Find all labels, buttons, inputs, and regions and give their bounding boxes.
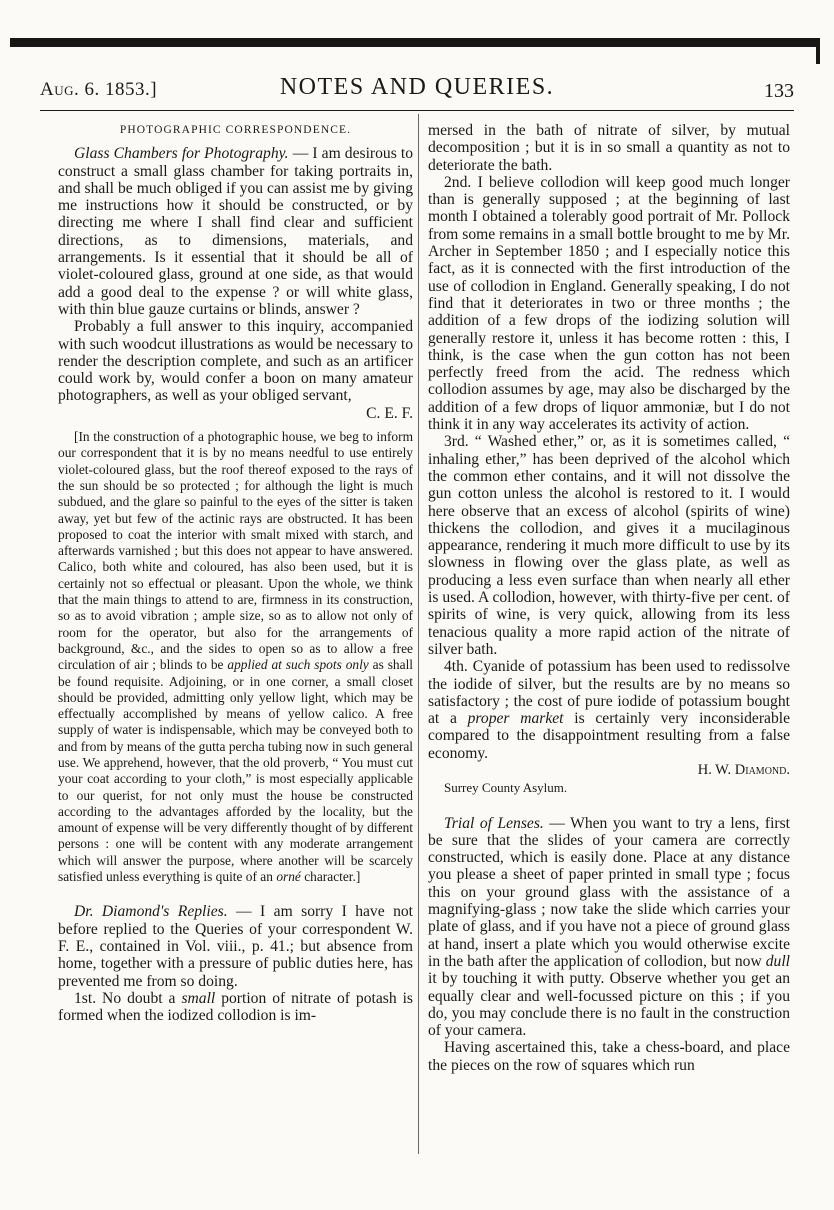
spacer: [428, 797, 790, 815]
reply-point-1-cont: mersed in the bath of nitrate of silver, by mutual decomposition ; but it is in so small a quantity as not to deteriorate the bath.: [428, 122, 790, 174]
lenses-a: — When you want to try a lens, first be sure that the slides of your camera are correctly constructed, which is easily done. Place at any distance you please a sheet of paper printed in small type ; focus this on your ground glass with the assistance of a magnifying-glass ; now take the slide which carries your plate of glass, and if you have not a piece of ground glass at hand, insert a plate which you would otherwise excite in the bath after the application of collodion, but now: [428, 814, 790, 970]
note-part-2: as shall be found requisite. Adjoining, or in one corner, a small closet should be provided, admitting only yellow light, which may be effectually accomplished by means of yellow calico. A free supply of water is indispensable, which may be conveyed both to and from by means of the gutta percha tubing now in such general use. We apprehend, however, that the old proverb, “ You must cut your coat according to your cloth,” is most especially applicable to our querist, for not only must the house be constructed according to the advantages afforded by the locality, but the amount of expense will be very differently thought of by different persons : one will be content with any moderate arrangement which will answer the purpose, where another will be scarcely satisfied unless everything is quite of an: [58, 657, 414, 885]
header-title: NOTES AND QUERIES.: [279, 74, 555, 100]
left-column: [58, 122, 413, 1024]
editor-note: [58, 429, 413, 885]
header-date: Aug. 6. 1853.]: [40, 79, 158, 100]
point-4-italic: proper market: [467, 710, 564, 728]
top-rule: [10, 38, 816, 47]
reply-place: Surrey County Asylum.: [444, 780, 568, 796]
section-heading: PHOTOGRAPHIC CORRESPONDENCE.: [119, 124, 352, 136]
right-column: [428, 122, 790, 1074]
column-rule: [418, 114, 419, 1154]
reply-title: Dr. Diamond's Replies.: [74, 903, 228, 921]
lenses-title: Trial of Lenses.: [444, 814, 544, 832]
point-1-italic: small: [181, 989, 216, 1007]
query-glass-chambers: [58, 145, 413, 318]
note-part-3: character.]: [300, 869, 361, 885]
note-italic-2: orné: [276, 869, 301, 885]
reply-point-4: [428, 658, 790, 762]
top-rule-end: [816, 38, 820, 64]
spacer: [58, 885, 413, 903]
reply-point-2: 2nd. I believe collodion will keep good much longer than is generally supposed ; at the beginning of last month I obtained a tolerably good portrait of Mr. Pollock from some remains in a small bottle brought to me by Mr. Archer in September 1850 ; and I especially notice this fact, as it is connected with the first introduction of the use of collodion in England. Generally speaking, I do not find that it deteriorates in two or three months ; the addition of a few drops of the iodizing solution will generally restore it, unless it has become rotten : this, I think, is the case when the gun cotton has not been perfectly freed from the acid. The redness which collodion assumes by age, may also be discharged by the addition of a few drops of liquor ammoniæ, but I do not think it in any way accelerates its activity of action.: [428, 173, 790, 434]
reply-signature: H. W. Diamond.: [697, 761, 790, 778]
lenses-italic: dull: [765, 952, 790, 970]
reply-point-3: 3rd. “ Washed ether,” or, as it is sometimes called, “ inhaling ether,” has been deprived of the alcohol which the common ether contains, and it will not dissolve the gun cotton unless the alcohol is restored to it. I would here observe that an excess of alcohol (spirits of wine) thickens the collodion, and gives it a mucilaginous appearance, rendering it much more difficult to use by its slowness in flowing over the glass plate, as well as producing a less even surface than when nearly all ether is used. A collodion, however, with thirty-five per cent. of spirits of wine, is very quick, allowing from its less tenacious quality a more rapid action of the nitrate of silver bath.: [428, 433, 790, 658]
note-part-1: [In the construction of a photographic house, we beg to inform our correspondent that it is by no means needful to use entirely violet-coloured glass, but the roof thereof exposed to the rays of the sun should be so protected ; for although the light is much subdued, and the glare so painful to the eyes of the sitter is taken away, yet but few of the actinic rays are obstructed. It has been proposed to coat the interior with smalt mixed with starch, and afterwards varnished ; but this does not appear to have answered. Calico, both white and coloured, has also been used, but it is certainly not so effectual or pleasant. Upon the whole, we think that the main things to attend to are, firmness in its construction, so as to avoid vibration ; ample size, so as to allow not only of room for the operator, but also for the arrangements of background, &c., and the sides to open so as to allow a free circulation of air ; blinds to be: [58, 429, 413, 673]
query-title: Glass Chambers for Photography.: [74, 145, 289, 163]
point-4-b: is certainly very inconsiderable compared to the disappointment resulting from a false economy.: [428, 710, 790, 762]
point-4-a: 4th. Cyanide of potassium has been used to redissolve the iodide of silver, but the results are by no means so satisfactory ; the cost of pure iodide of potassium bought at a: [428, 658, 790, 728]
lenses-b: it by touching it with putty. Observe whether you get an equally clear and well-focussed picture on this ; if you do, you may conclude there is no fault in the construction of your camera.: [428, 970, 790, 1040]
trial-of-lenses: [428, 815, 790, 1040]
query-followup: [58, 318, 413, 404]
running-header: [40, 72, 794, 108]
header-rule: [40, 110, 794, 111]
reply-point-1: [58, 990, 413, 1025]
note-italic-1: applied at such spots only: [227, 657, 369, 673]
page-number: 133: [764, 80, 794, 102]
reply-diamond: [58, 903, 413, 989]
reply-body: — I am sorry I have not before replied to the Queries of your correspondent W. F. E., contained in Vol. viii., p. 41.; but absence from home, together with a pressure of public duties here, has prevented me from so doing.: [58, 903, 413, 990]
query-signature: C. E. F.: [366, 404, 413, 422]
point-1-b: portion of nitrate of potash is formed when the iodized collodion is im-: [58, 989, 413, 1025]
query-body: — I am desirous to construct a small glass chamber for taking portraits in, and shall be much obliged if you can assist me by giving me instructions how it should be constructed, or by directing me where I shall find clear and sufficient directions, as to dimensions, materials, and arrangements. Is it essential that it should be all of violet-coloured glass, ground at one side, as that would add a good deal to the expense ? or will white glass, with thin blue gauze curtains or blinds, answer ?: [58, 145, 414, 318]
lenses-chessboard: Having ascertained this, take a chess-board, and place the pieces on the row of squares which run: [428, 1039, 790, 1074]
point-1-a: 1st. No doubt a: [74, 989, 182, 1007]
query-followup-text: Probably a full answer to this inquiry, accompanied with such woodcut illustrations as would be necessary to render the description complete, and such as an artificer could work by, would confer a boon on many amateur photographers, as well as your obliged servant,: [58, 318, 413, 405]
